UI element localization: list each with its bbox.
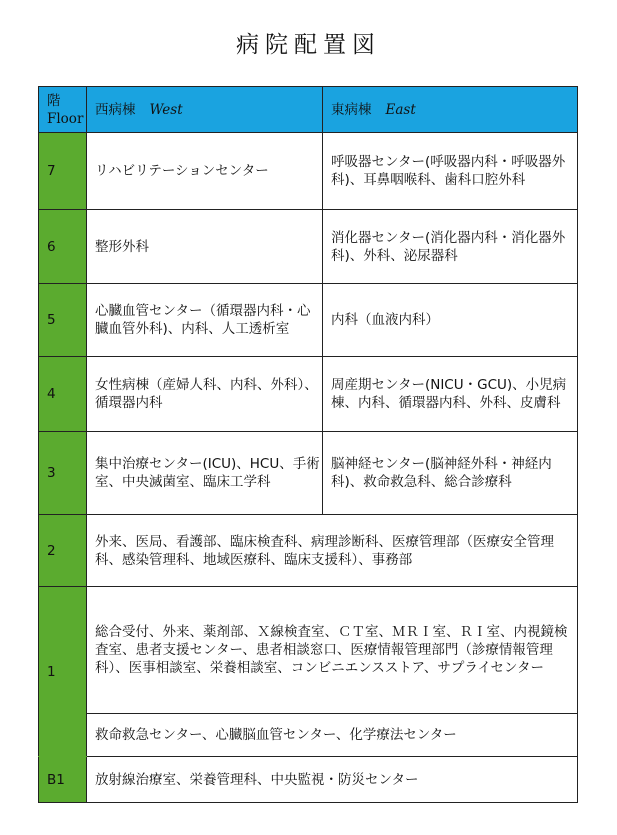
floor-2-cell: 外来、医局、看護部、臨床検査科、病理診断科、医療管理部（医療安全管理科、感染管理科、地域医療科、臨床支援科）、事務部 bbox=[87, 515, 578, 587]
floor-number: 2 bbox=[39, 515, 87, 587]
west-cell: 心臓血管センター（循環器内科・心臓血管外科)、内科、人工透析室 bbox=[87, 284, 323, 357]
table-row bbox=[39, 515, 578, 587]
floor-b1-cell: 放射線治療室、栄養管理科、中央監視・防災センター bbox=[87, 757, 578, 803]
table-row bbox=[39, 210, 578, 284]
east-header-ja: 東病棟 bbox=[331, 101, 372, 118]
east-cell: 消化器センター(消化器内科・消化器外科)、外科、泌尿器科 bbox=[323, 210, 578, 284]
floor-map-table bbox=[38, 86, 578, 803]
floor-header bbox=[39, 87, 87, 133]
floor-header-en: Floor bbox=[47, 110, 84, 127]
west-cell: 女性病棟（産婦人科、内科、外科）、循環器内科 bbox=[87, 357, 323, 432]
floor-header-ja: 階 bbox=[47, 92, 61, 109]
table-row bbox=[39, 284, 578, 357]
floor-number: B1 bbox=[39, 757, 87, 803]
floor-1-cell-main: 総合受付、外来、薬剤部、Ｘ線検査室、ＣＴ室、ＭＲＩ室、ＲＩ室、内視鏡検査室、患者支援センター、患者相談窓口、医療情報管理部門（診療情報管理科）、医事相談室、栄養相談室、コンビニエンスストア、サプライセンター bbox=[87, 587, 578, 714]
east-cell: 周産期センター(NICU・GCU)、小児病棟、内科、循環器内科、外科、皮膚科 bbox=[323, 357, 578, 432]
table-row bbox=[39, 587, 578, 714]
east-cell: 呼吸器センター(呼吸器内科・呼吸器外科)、耳鼻咽喉科、歯科口腔外科 bbox=[323, 133, 578, 210]
floor-number: 5 bbox=[39, 284, 87, 357]
floor-number: 1 bbox=[39, 587, 87, 757]
west-cell: 整形外科 bbox=[87, 210, 323, 284]
table-row bbox=[39, 757, 578, 803]
floor-number: 7 bbox=[39, 133, 87, 210]
floor-number: 3 bbox=[39, 432, 87, 515]
floor-1-cell-emergency: 救命救急センター、心臓脳血管センター、化学療法センター bbox=[87, 714, 578, 757]
east-cell: 脳神経センター(脳神経外科・神経内科)、救命救急科、総合診療科 bbox=[323, 432, 578, 515]
west-header bbox=[87, 87, 323, 133]
east-header bbox=[323, 87, 578, 133]
west-cell: リハビリテーションセンター bbox=[87, 133, 323, 210]
table-row bbox=[39, 714, 578, 757]
east-cell: 内科（血液内科） bbox=[323, 284, 578, 357]
west-cell: 集中治療センター(ICU)、HCU、手術室、中央滅菌室、臨床工学科 bbox=[87, 432, 323, 515]
east-header-en: East bbox=[385, 101, 416, 118]
table-row bbox=[39, 357, 578, 432]
page-title: 病院配置図 bbox=[236, 32, 381, 58]
table-row bbox=[39, 133, 578, 210]
table-header-row bbox=[39, 87, 578, 133]
west-header-en: West bbox=[149, 101, 183, 118]
table-row bbox=[39, 432, 578, 515]
floor-number: 6 bbox=[39, 210, 87, 284]
floor-number: 4 bbox=[39, 357, 87, 432]
west-header-ja: 西病棟 bbox=[95, 101, 136, 118]
